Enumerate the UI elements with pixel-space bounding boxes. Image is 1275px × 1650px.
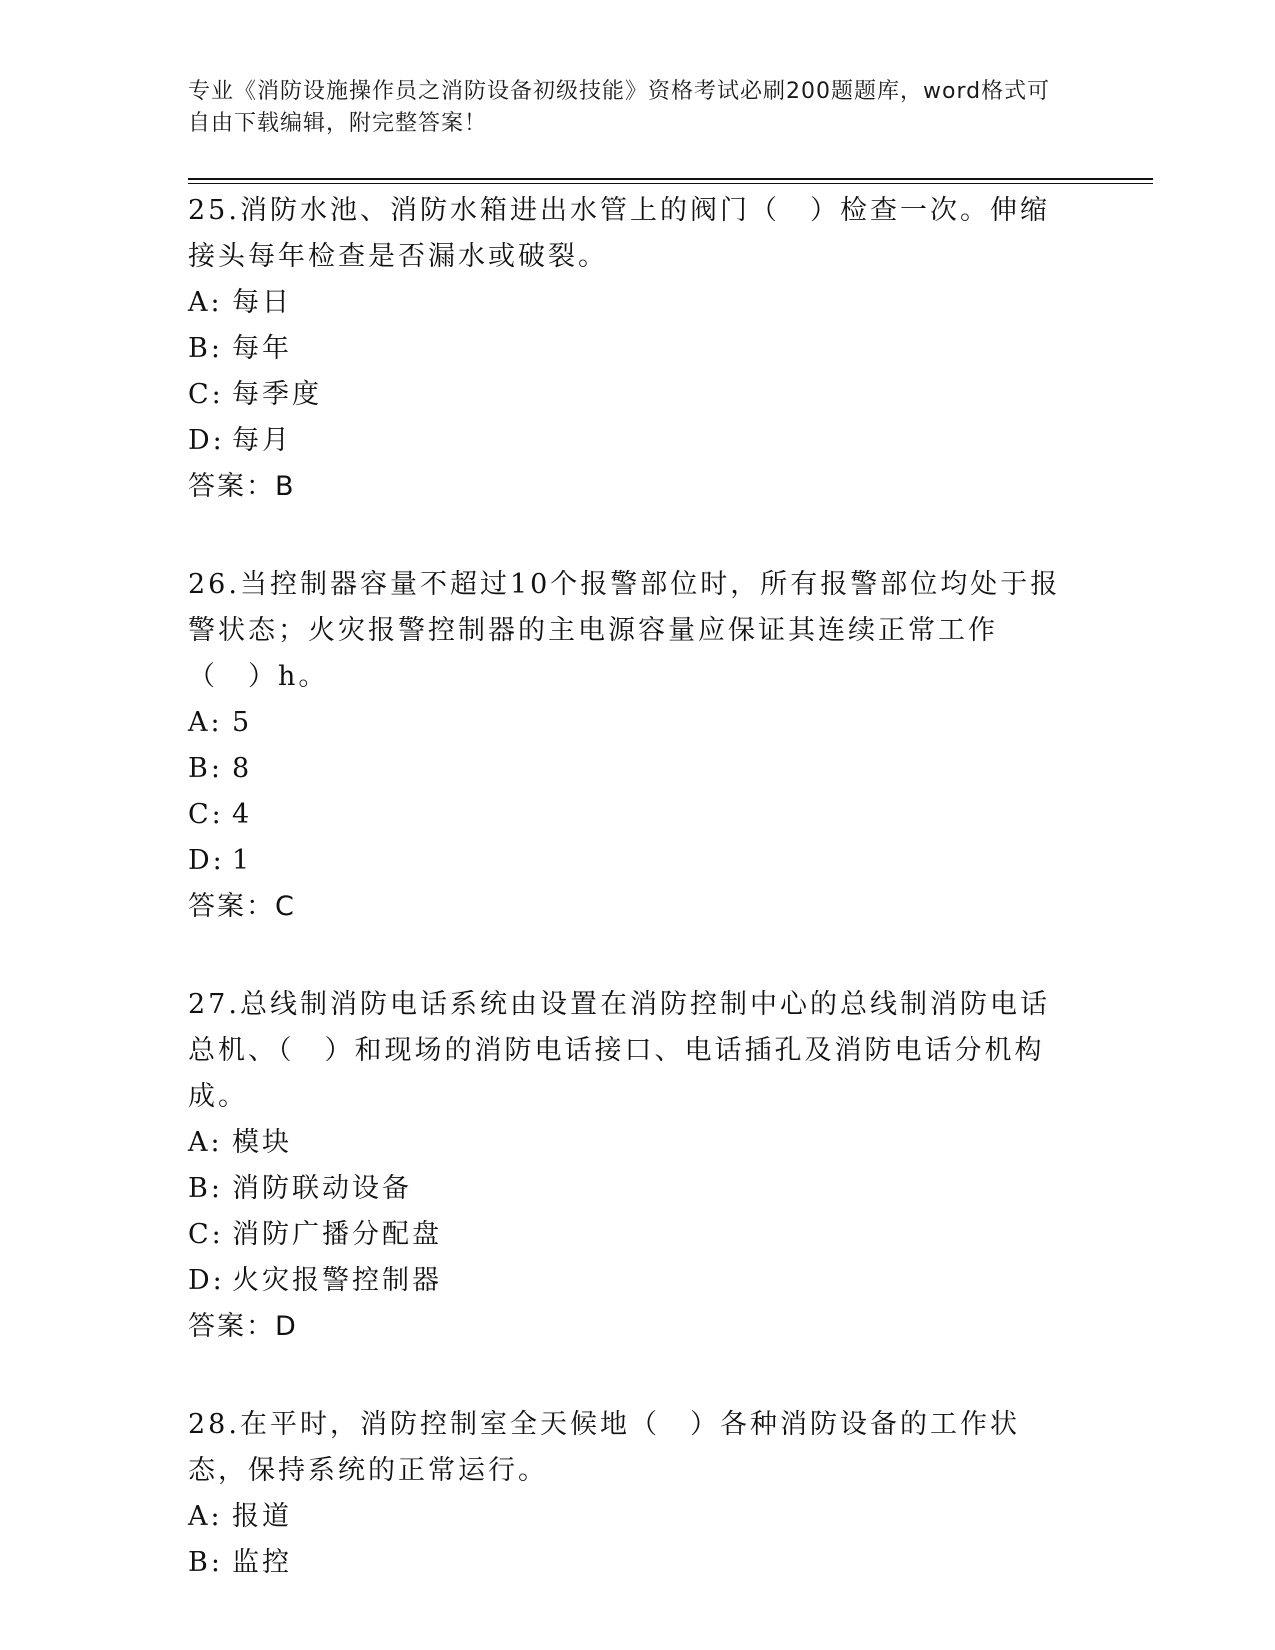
- option-d: [188, 418, 1073, 464]
- option-letter: C:: [188, 799, 224, 830]
- question-item: [188, 1402, 1073, 1586]
- question-stem: 28.在平时，消防控制室全天候地（ ）各种消防设备的工作状态，保持系统的正常运行。: [188, 1409, 1020, 1486]
- option-letter: C:: [188, 1219, 224, 1250]
- answer-line: 答案：B: [188, 471, 296, 502]
- option-letter: C:: [188, 379, 224, 410]
- option-letter: B:: [188, 333, 223, 364]
- option-a: [188, 280, 1073, 326]
- option-text: 监控: [232, 1547, 292, 1578]
- option-text: 5: [232, 707, 253, 738]
- option-c: [188, 792, 1073, 838]
- option-letter: B:: [188, 1547, 223, 1578]
- option-letter: A:: [188, 287, 223, 318]
- option-text: 每日: [232, 287, 292, 318]
- option-letter: B:: [188, 753, 223, 784]
- option-text: 4: [232, 799, 253, 830]
- answer-line: 答案：C: [188, 891, 296, 922]
- question-item: [188, 188, 1073, 510]
- option-text: 每月: [232, 425, 292, 456]
- answer-line: 答案：D: [188, 1311, 298, 1342]
- option-b: [188, 746, 1073, 792]
- option-text: 消防广播分配盘: [232, 1219, 442, 1250]
- question-stem: 25.消防水池、消防水箱进出水管上的阀门（ ）检查一次。伸缩接头每年检查是否漏水或破裂。: [188, 195, 1050, 272]
- header-divider-thin: [188, 183, 1153, 184]
- option-text: 1: [232, 845, 253, 876]
- option-a: [188, 1494, 1073, 1540]
- option-c: [188, 1212, 1073, 1258]
- option-letter: D:: [188, 1265, 225, 1296]
- option-a: [188, 700, 1073, 746]
- option-text: 每季度: [232, 379, 322, 410]
- question-stem: 26.当控制器容量不超过10个报警部位时，所有报警部位均处于报警状态；火灾报警控制器的主电源容量应保证其连续正常工作（ ）h。: [188, 569, 1061, 692]
- option-letter: D:: [188, 845, 225, 876]
- option-text: 消防联动设备: [232, 1173, 412, 1204]
- option-letter: D:: [188, 425, 225, 456]
- option-letter: B:: [188, 1173, 223, 1204]
- option-b: [188, 326, 1073, 372]
- option-text: 火灾报警控制器: [232, 1265, 442, 1296]
- option-letter: A:: [188, 1127, 223, 1158]
- option-d: [188, 1258, 1073, 1304]
- option-text: 每年: [232, 333, 292, 364]
- question-item: [188, 982, 1073, 1350]
- option-c: [188, 372, 1073, 418]
- option-b: [188, 1166, 1073, 1212]
- option-b: [188, 1540, 1073, 1586]
- question-item: [188, 562, 1073, 930]
- option-text: 报道: [232, 1501, 292, 1532]
- option-d: [188, 838, 1073, 884]
- option-letter: A:: [188, 1501, 223, 1532]
- header-divider-thick: [188, 178, 1153, 180]
- option-text: 8: [232, 753, 253, 784]
- option-a: [188, 1120, 1073, 1166]
- option-text: 模块: [232, 1127, 292, 1158]
- document-header: 专业《消防设施操作员之消防设备初级技能》资格考试必刷200题题库，word格式可自由下载编辑，附完整答案！: [188, 79, 1051, 136]
- question-list: [188, 188, 1073, 1638]
- question-stem: 27.总线制消防电话系统由设置在消防控制中心的总线制消防电话总机、（ ）和现场的消防电话接口、电话插孔及消防电话分机构成。: [188, 989, 1050, 1112]
- option-letter: A:: [188, 707, 223, 738]
